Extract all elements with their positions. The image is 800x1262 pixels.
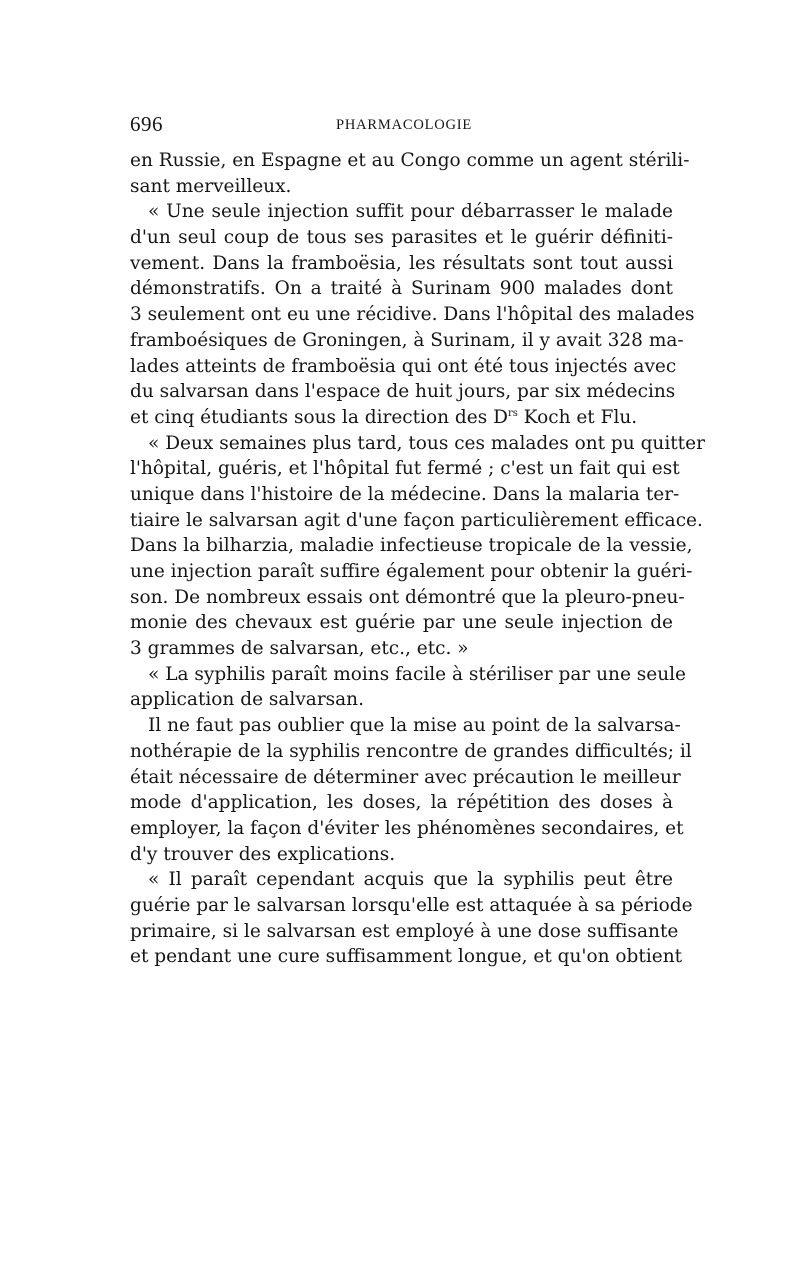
text-line-content: guérie par le salvarsan lorsqu'elle est attaquée à sa période (130, 894, 693, 916)
text-line-content: et pendant une cure suffisamment longue, et qu'on obtient (130, 946, 683, 968)
running-title: PHARMACOLOGIE (336, 117, 473, 133)
text-line-content: Dans la bilharzia, maladie infectieuse tropicale de la vessie, (130, 535, 693, 557)
body-text (130, 148, 705, 970)
running-head (130, 112, 673, 140)
text-line (130, 508, 703, 534)
text-line (130, 842, 673, 868)
text-line-content: employer, la façon d'éviter les phénomènes secondaires, et (130, 817, 684, 839)
text-line-content: « Il paraît cependant acquis que la syphilis peut être (148, 869, 673, 891)
text-line (130, 148, 690, 174)
text-line (130, 533, 693, 559)
text-line (130, 816, 684, 842)
text-line (130, 713, 681, 739)
text-line-content: l'hôpital, guéris, et l'hôpital fut fermé ; c'est un fait qui est (130, 458, 680, 480)
text-line-content: vement. Dans la framboësia, les résultats sont tout aussi (130, 252, 673, 274)
text-line-content: était nécessaire de déterminer avec précaution le meilleur (130, 766, 681, 788)
text-line (130, 662, 687, 688)
text-line-content: framboésiques de Groningen, à Surinam, il y avait 328 ma- (130, 329, 684, 351)
text-line (130, 610, 673, 636)
text-line-content: unique dans l'histoire de la médecine. Dans la malaria ter- (130, 483, 680, 505)
text-line-content: son. De nombreux essais ont démontré que la pleuro-pneu- (130, 586, 685, 608)
text-line-content: primaire, si le salvarsan est employé à une dose suffisante (130, 920, 679, 942)
text-line (130, 559, 693, 585)
text-line (130, 354, 677, 380)
text-line (130, 328, 684, 354)
text-line-content: monie des chevaux est guérie par une seule injection de (130, 612, 673, 634)
text-line-content: d'y trouver des explications. (130, 843, 396, 865)
text-line-content: « Deux semaines plus tard, tous ces malades ont pu quitter (148, 432, 705, 454)
text-line (130, 919, 679, 945)
text-line-content: lades atteints de framboësia qui ont été tous injectés avec (130, 355, 677, 377)
text-line (130, 790, 673, 816)
text-line (130, 739, 692, 765)
text-line-content: d'un seul coup de tous ses parasites et le guérir définiti- (130, 227, 673, 249)
text-line-content: Il ne faut pas oublier que la mise au point de la salvarsa- (148, 715, 681, 737)
text-line (130, 405, 673, 431)
text-line-content: tiaire le salvarsan agit d'une façon particulièrement efficace. (130, 509, 703, 531)
text-line-content: démonstratifs. On a traité à Surinam 900 malades dont (130, 278, 673, 300)
text-line-content: mode d'application, les doses, la répétition des doses à (130, 792, 673, 814)
page-number: 696 (130, 112, 163, 136)
text-line-content: une injection paraît suffire également pour obtenir la guéri- (130, 561, 693, 582)
text-line (130, 482, 680, 508)
text-line-content: en Russie, en Espagne et au Congo comme un agent stérili- (130, 150, 690, 171)
text-line-content: application de salvarsan. (130, 689, 364, 711)
text-line (130, 636, 673, 662)
text-line-content: du salvarsan dans l'espace de huit jours, par six médecins (130, 381, 676, 403)
text-line (130, 765, 681, 791)
text-line (130, 276, 673, 302)
text-line (130, 174, 673, 200)
text-line-content: 3 seulement ont eu une récidive. Dans l'hôpital des malades (130, 304, 695, 326)
text-line (130, 225, 673, 251)
text-line (130, 456, 680, 482)
text-line (130, 867, 673, 893)
text-line (130, 199, 673, 225)
text-line (130, 251, 673, 277)
text-line-content: sant merveilleux. (130, 175, 292, 197)
text-line (130, 893, 693, 919)
text-line (130, 687, 673, 713)
text-line-content: « Une seule injection suffit pour débarrasser le malade (148, 201, 673, 223)
text-line-content: 3 grammes de salvarsan, etc., etc. » (130, 638, 469, 660)
superscript: rs (507, 407, 518, 419)
text-line (130, 379, 676, 405)
text-line-content: « La syphilis paraît moins facile à stériliser par une seule (148, 663, 687, 685)
text-line (130, 585, 685, 611)
text-line-content: et cinq étudiants sous la direction des D (130, 406, 508, 428)
text-line-content: nothérapie de la syphilis rencontre de grandes difficultés; il (130, 740, 692, 762)
text-line-continuation: Koch et Flu. (517, 406, 638, 428)
text-line (130, 302, 695, 328)
text-line (130, 944, 683, 970)
text-line (130, 431, 705, 457)
